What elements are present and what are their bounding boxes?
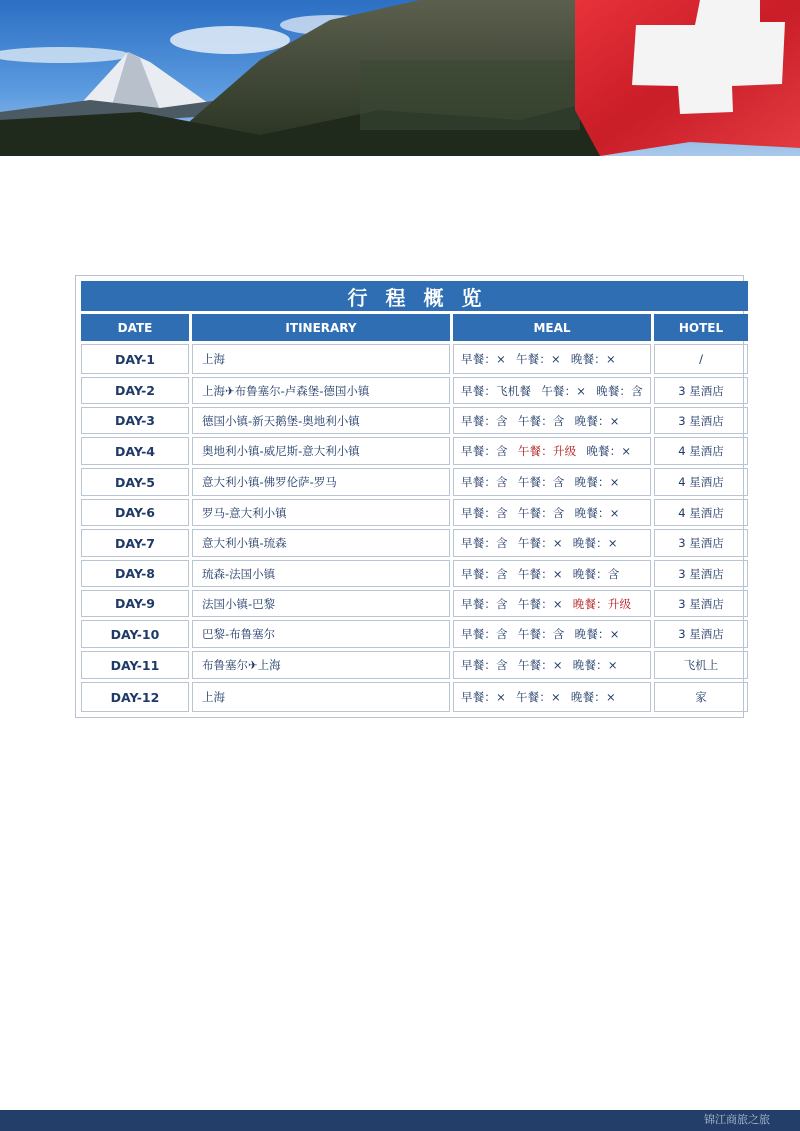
column-header-date: DATE (81, 314, 189, 341)
hotel-cell: 3 星酒店 (654, 407, 748, 434)
day-cell: DAY-7 (81, 529, 189, 557)
meal-cell (453, 407, 651, 434)
lunch-value: 午餐：× (515, 690, 561, 704)
day-cell: DAY-9 (81, 590, 189, 617)
lunch-value: 午餐：含 (517, 475, 565, 489)
itinerary-cell: 意大利小镇-佛罗伦萨-罗马 (192, 468, 450, 496)
breakfast-value: 早餐：含 (461, 505, 508, 520)
meal-cell (453, 560, 651, 587)
dinner-value: 晚餐：× (570, 352, 616, 366)
lunch-value: 午餐：× (515, 352, 561, 366)
dinner-value: 晚餐：含 (596, 383, 643, 398)
breakfast-value: 早餐：含 (461, 566, 508, 581)
footer-logo: 锦江商旅之旅 (704, 1113, 770, 1126)
table-row (81, 682, 748, 712)
meal-cell (453, 590, 651, 617)
lunch-value: 午餐：含 (517, 627, 565, 641)
dinner-value: 晚餐：× (574, 413, 620, 428)
itinerary-cell: 布鲁塞尔✈上海 (192, 651, 450, 679)
dinner-value: 晚餐：× (572, 536, 618, 550)
dinner-value: 晚餐：× (570, 690, 616, 704)
itinerary-cell: 上海 (192, 682, 450, 712)
itinerary-cell: 法国小镇-巴黎 (192, 590, 450, 617)
lunch-value: 午餐：× (517, 536, 563, 550)
itinerary-table (75, 275, 744, 718)
day-cell: DAY-5 (81, 468, 189, 496)
meal-cell (453, 651, 651, 679)
itinerary-cell: 上海 (192, 344, 450, 374)
hotel-cell: 3 星酒店 (654, 590, 748, 617)
breakfast-value: 早餐：含 (461, 413, 508, 428)
dinner-value: 晚餐：升级 (572, 596, 632, 611)
table-row (81, 560, 748, 587)
meal-cell (453, 344, 651, 374)
table-row (81, 590, 748, 617)
column-header-itinerary: ITINERARY (192, 314, 450, 341)
itinerary-cell: 奥地利小镇-威尼斯-意大利小镇 (192, 437, 450, 465)
day-cell: DAY-2 (81, 377, 189, 404)
breakfast-value: 早餐：含 (461, 627, 508, 641)
hotel-cell: 4 星酒店 (654, 437, 748, 465)
day-cell: DAY-1 (81, 344, 189, 374)
lunch-value: 午餐：× (517, 658, 563, 672)
day-cell: DAY-4 (81, 437, 189, 465)
table-row (81, 407, 748, 434)
breakfast-value: 早餐：× (461, 690, 506, 704)
meal-cell (453, 377, 651, 404)
breakfast-value: 早餐：含 (461, 475, 508, 489)
lunch-value: 午餐：升级 (517, 444, 577, 458)
lunch-value: 午餐：含 (517, 505, 565, 520)
meal-cell (453, 682, 651, 712)
breakfast-value: 早餐：含 (461, 444, 508, 458)
hotel-cell: 家 (654, 682, 748, 712)
table-row (81, 344, 748, 374)
table-row (81, 468, 748, 496)
table-row (81, 499, 748, 526)
meal-cell (453, 468, 651, 496)
lunch-value: 午餐：× (517, 566, 563, 581)
lunch-value: 午餐：含 (517, 413, 565, 428)
table-row (81, 620, 748, 648)
itinerary-cell: 巴黎-布鲁塞尔 (192, 620, 450, 648)
table-row (81, 377, 748, 404)
meal-cell (453, 620, 651, 648)
itinerary-cell: 罗马-意大利小镇 (192, 499, 450, 526)
hotel-cell: 飞机上 (654, 651, 748, 679)
day-cell: DAY-3 (81, 407, 189, 434)
hotel-cell: / (654, 344, 748, 374)
day-cell: DAY-12 (81, 682, 189, 712)
day-cell: DAY-8 (81, 560, 189, 587)
table-row (81, 529, 748, 557)
meal-cell (453, 499, 651, 526)
breakfast-value: 早餐：含 (461, 536, 508, 550)
table-row (81, 651, 748, 679)
column-header-hotel: HOTEL (654, 314, 748, 341)
hotel-cell: 3 星酒店 (654, 620, 748, 648)
itinerary-cell: 意大利小镇-琉森 (192, 529, 450, 557)
hotel-cell: 4 星酒店 (654, 499, 748, 526)
column-header-meal: MEAL (453, 314, 651, 341)
itinerary-grid (78, 278, 751, 715)
breakfast-value: 早餐：飞机餐 (461, 383, 532, 398)
dinner-value: 晚餐：× (574, 505, 620, 520)
lunch-value: 午餐：× (517, 596, 563, 611)
header-banner (0, 0, 800, 156)
itinerary-cell: 德国小镇-新天鹅堡-奥地利小镇 (192, 407, 450, 434)
table-title: 行程概览 (81, 281, 748, 311)
meal-cell (453, 529, 651, 557)
meal-cell (453, 437, 651, 465)
dinner-value: 晚餐：× (572, 658, 618, 672)
breakfast-value: 早餐：含 (461, 658, 508, 672)
hotel-cell: 3 星酒店 (654, 560, 748, 587)
footer-bar (0, 1110, 800, 1131)
day-cell: DAY-11 (81, 651, 189, 679)
dinner-value: 晚餐：含 (572, 566, 620, 581)
dinner-value: 晚餐：× (574, 627, 620, 641)
dinner-value: 晚餐：× (586, 444, 632, 458)
table-row (81, 437, 748, 465)
banner-image (0, 0, 800, 156)
breakfast-value: 早餐：含 (461, 596, 508, 611)
lunch-value: 午餐：× (541, 383, 587, 398)
day-cell: DAY-6 (81, 499, 189, 526)
hotel-cell: 4 星酒店 (654, 468, 748, 496)
hotel-cell: 3 星酒店 (654, 377, 748, 404)
itinerary-cell: 琉森-法国小镇 (192, 560, 450, 587)
day-cell: DAY-10 (81, 620, 189, 648)
dinner-value: 晚餐：× (574, 475, 620, 489)
itinerary-cell: 上海✈布鲁塞尔-卢森堡-德国小镇 (192, 377, 450, 404)
breakfast-value: 早餐：× (461, 352, 506, 366)
hotel-cell: 3 星酒店 (654, 529, 748, 557)
